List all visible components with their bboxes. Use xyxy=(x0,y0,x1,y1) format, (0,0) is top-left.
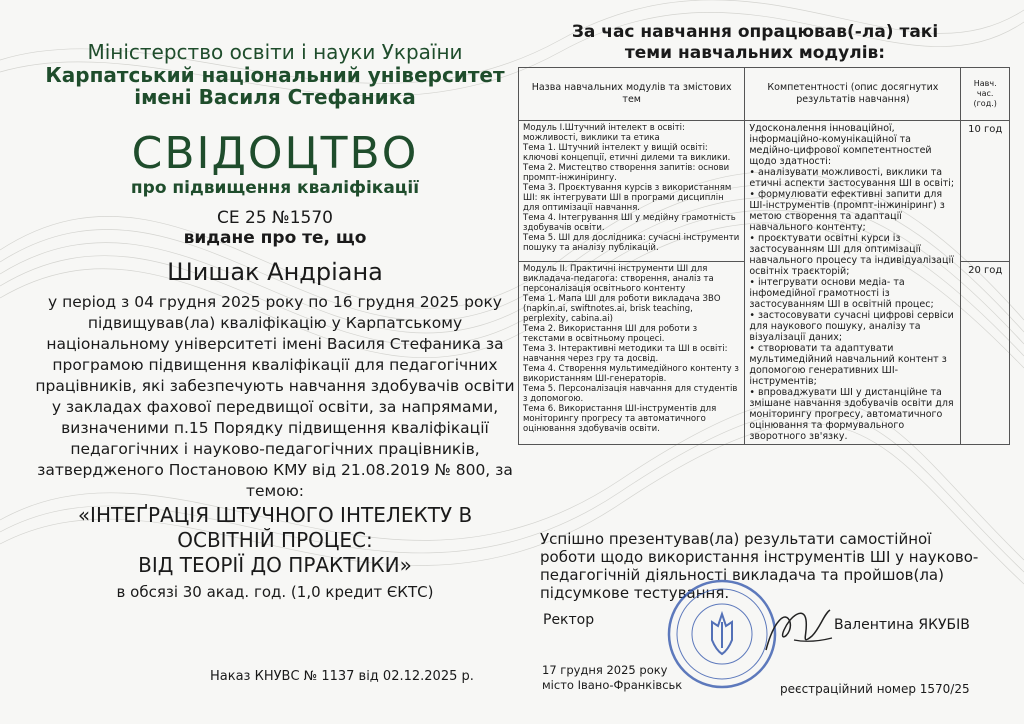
module-title: Модуль І.Штучний інтелект в освіті: можливості, виклики та етика xyxy=(523,123,685,143)
certificate-title: СВІДОЦТВО xyxy=(131,128,419,179)
module-topics: Тема 1. Штучний інтелект у вищій освіті: ключові концепції, етичні дилеми та виклики. Тема 2. Мистецтво створення запитів: основи промпт-інжинірингу. Тема 3. Проєктування курсів з використанням ШІ: як інтегрувати ШІ в програми дисциплін для оптимізації навчання. Тема 4. Інтегрування ШІ у медійну грамотність здобувачів освіти. Тема 5. ШІ для дослідника: сучасні інструменти пошуку та аналізу публікацій. xyxy=(523,143,740,253)
column-header-hours: Навч. час. (год.) xyxy=(961,68,1010,121)
table-header-row xyxy=(519,68,1010,121)
university-name-line1: Карпатський національний університет xyxy=(45,63,505,87)
module-cell xyxy=(519,262,745,445)
issue-date-place xyxy=(542,663,682,693)
column-header-competences: Компетентності (опис досягнутих результатів навчання) xyxy=(745,68,961,121)
recipient-name: Шишак Андріана xyxy=(167,258,383,286)
hours-cell: 10 год xyxy=(961,121,1010,262)
presentation-statement: Успішно презентував(ла) результати самостійної роботи щодо використання інструментів ШІ у науково-педагогічній діяльності викладача та пройшов(ла) підсумкове тестування. xyxy=(540,530,979,602)
rector-label: Ректор xyxy=(543,612,595,628)
certificate-body-text: у період з 04 грудня 2025 року по 16 грудня 2025 року підвищував(ла) кваліфікацію у Карпатському національному університеті імені Василя Стефаника за програмою підвищення кваліфікації для педагогічних працівників, які забезпечують навчання здобувачів освіти у закладах фахової передвищої освіти, за напрямами, визначеними п.15 Порядку підвищення кваліфікації педагогічних і науково-педагогічних працівників, затвердженого Постановою КМУ від 21.08.2019 № 800, за темою: xyxy=(35,293,515,500)
registration-number: реєстраційний номер 1570/25 xyxy=(780,682,970,696)
competences-cell: Удосконалення інноваційної, інформаційно-комунікаційної та медійно-цифрової компетентностей щодо здатності: • аналізувати можливості, виклики та етичні аспекти застосування ШІ в освіті; • формулювати ефективні запити для ШІ-інструментів (промпт-інжиніринг) з метою створення та адаптації навчального контенту; • проєктувати освітні курси із застосуванням ШІ для оптимізації навчального процесу та індивідуалізації освітніх траєкторій; • інтегрувати основи медіа- та інфомедійної грамотності із застосуванням ШІ в освітній процес; • застосовувати сучасні цифрові сервіси для наукового пошуку, аналізу та візуалізації даних; • створювати та адаптувати мультимедійний навчальний контент з допомогою генеративних ШІ-інструментів; • впроваджувати ШІ у дистанційне та змішане навчання здобувачів освіти для моніторингу прогресу, автоматичного оцінювання та формувального зворотного зв'язку. xyxy=(745,121,961,445)
rector-signature-icon xyxy=(760,600,840,660)
module-topics: Тема 1. Мапа ШІ для роботи викладача ЗВО (napkin.ai, swiftnotes.ai, brisk teaching, perplexity, cabina.ai) Тема 2. Використання ШІ для роботи з текстами в освітньому процесі. Тема 3. Інтерактивні методики та ШІ в освіті: навчання через гру та досвід. Тема 4. Створення мультимедійного контенту з використанням ШІ-генераторів. Тема 5. Персоналізація навчання для студентів з допомогою. Тема 6. Використання ШІ-інструментів для моніторингу прогресу та автоматичного оцінювання здобувачів освіти. xyxy=(523,294,739,435)
course-topic-line3: ВІД ТЕОРІЇ ДО ПРАКТИКИ» xyxy=(138,553,412,577)
certificate-number: СЕ 25 №1570 xyxy=(217,208,333,228)
modules-section-title xyxy=(520,22,990,64)
modules-table xyxy=(518,67,1010,445)
certificate-left-panel xyxy=(20,40,530,601)
course-volume: в обсязі 30 акад. год. (1,0 кредит ЄКТС) xyxy=(116,583,434,601)
modules-title-line1: За час навчання опрацював(-ла) такі xyxy=(571,22,939,42)
course-topic-line1: «ІНТЕҐРАЦІЯ ШТУЧНОГО ІНТЕЛЕКТУ В xyxy=(77,503,473,527)
modules-title-line2: теми навчальних модулів: xyxy=(624,43,886,63)
issue-city: місто Івано-Франківськ xyxy=(542,678,683,692)
module-title: Модуль ІІ. Практичні інструменти ШІ для викладача-педагога: створення, аналіз та персоналізація освітнього контенту xyxy=(523,264,714,295)
issue-date: 17 грудня 2025 року xyxy=(542,663,668,677)
order-reference: Наказ КНУВС № 1137 від 02.12.2025 р. xyxy=(210,669,474,684)
rector-name: Валентина ЯКУБІВ xyxy=(834,617,970,633)
ministry-name: Міністерство освіти і науки України xyxy=(87,40,463,64)
table-row xyxy=(519,121,1010,262)
course-topic-line2: ОСВІТНІЙ ПРОЦЕС: xyxy=(177,528,373,552)
column-header-modules: Назва навчальних модулів та змістових тем xyxy=(519,68,745,121)
hours-cell: 20 год xyxy=(961,262,1010,445)
module-cell xyxy=(519,121,745,262)
university-name-line2: імені Василя Стефаника xyxy=(134,85,416,109)
issued-to-label: видане про те, що xyxy=(183,228,367,248)
certificate-subtitle: про підвищення кваліфікації xyxy=(130,178,420,198)
